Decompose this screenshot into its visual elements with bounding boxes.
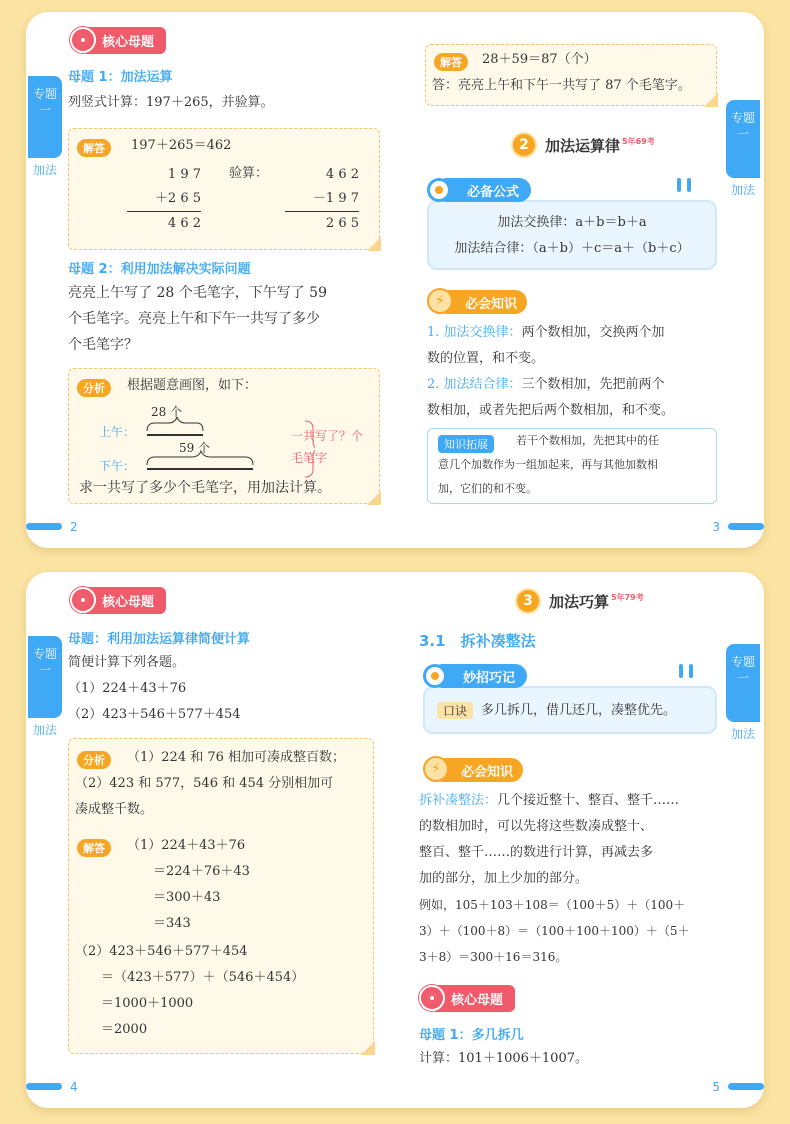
total-label	[291, 425, 363, 469]
solution-line: ＝（423＋577）＋（546＋454）	[101, 970, 305, 985]
solution-line: ＝2000	[101, 1022, 148, 1037]
vertical-result: 4 6 2	[127, 211, 201, 236]
problem-1-text: 列竖式计算：197＋265，并验算。	[68, 95, 274, 110]
answer-sentence: 答：亮亮上午和下午一共写了 87 个毛笔字。	[432, 78, 691, 93]
vertical-row: 1 9 7	[167, 167, 201, 182]
analysis-conclusion: 求一共写了多少个毛笔字，用加法计算。	[79, 480, 331, 496]
solution-line: ＝224＋76＋43	[153, 864, 250, 879]
section-heading	[515, 588, 644, 614]
problem-text: 简便计算下列各题。	[68, 655, 186, 670]
clip-decoration	[687, 178, 691, 192]
tip-header: 妙招巧记	[431, 664, 527, 688]
page-5	[395, 572, 764, 1108]
knowledge-1-cont: 数的位置，和不变。	[427, 351, 545, 366]
target-icon	[70, 587, 96, 613]
knowledge-line: 整百、整千……的数进行计算，再减去多	[419, 845, 654, 860]
magnifier-icon	[423, 664, 447, 688]
answer-equation: 28＋59＝87（个）	[482, 52, 597, 67]
section-number: 2	[511, 132, 537, 158]
topic-side-subtitle: 加法	[730, 183, 755, 197]
book-spread-2	[26, 572, 764, 1108]
topic-side-subtitle: 加法	[730, 727, 755, 741]
problem-line: 个毛笔字？	[68, 337, 138, 353]
knowledge-header: 必会知识	[431, 758, 523, 782]
target-icon	[70, 27, 96, 53]
total-label-line: 一共写了？个	[291, 429, 364, 443]
page-number-bar	[728, 1083, 764, 1090]
solution-line: （2）423＋546＋577＋454	[75, 944, 248, 959]
analysis-line: （2）423 和 577，546 和 454 分别相加可	[75, 776, 334, 791]
clip-decoration	[689, 664, 693, 678]
knowledge-1-head: 1. 加法交换律：	[427, 325, 522, 340]
analysis-text: 根据题意画图，如下：	[127, 378, 258, 393]
extension-line: 加，它们的和不变。	[438, 482, 537, 495]
core-problem-tag	[70, 26, 166, 54]
solution-line: ＝343	[153, 916, 191, 931]
vertical-subtraction	[285, 163, 359, 236]
page-3	[395, 12, 764, 548]
knowledge-1-body: 两个数相加，交换两个加	[521, 325, 665, 340]
page-number: 3	[712, 520, 720, 534]
analysis-line: （1）224 和 76 相加可凑成整百数；	[127, 750, 346, 765]
vertical-row: 4 6 2	[325, 167, 359, 182]
problem-1-title: 母题 1：多几拆几	[419, 1028, 524, 1043]
magnifier-icon	[427, 178, 451, 202]
vertical-addition	[127, 163, 201, 236]
mnemonic-tag: 口诀	[437, 702, 473, 719]
section-heading	[511, 132, 655, 158]
problem-item-2: （2）423＋546＋577＋454	[68, 707, 241, 722]
knowledge-2-head: 2. 加法结合律：	[427, 377, 522, 392]
tip-box	[423, 686, 717, 734]
page-4	[26, 572, 395, 1108]
example-line: 3）＋（100＋8）＝（100＋100＋100）＋（5＋	[419, 924, 690, 938]
am-label: 上午：	[99, 425, 136, 439]
vertical-row: －1 9 7	[312, 191, 359, 206]
vertical-row: ＋2 6 5	[154, 191, 201, 206]
formula-commutative: 加法交换律：a＋b＝b＋a	[497, 215, 647, 230]
knowledge-line: 加的部分，加上少加的部分。	[419, 871, 589, 886]
core-problem-label: 核心母题	[86, 27, 166, 54]
formula-associative: 加法结合律：（a＋b）＋c＝a＋（b＋c）	[454, 241, 690, 256]
problem-line: 亮亮上午写了 28 个毛笔字，下午写了 59	[68, 285, 327, 301]
clip-decoration	[679, 664, 683, 678]
mnemonic-text: 多几拆几，借几还几，凑整优先。	[481, 703, 677, 718]
topic-side-subtitle: 加法	[32, 723, 57, 737]
knowledge-line: 的数相加时，可以先将这些数凑成整十、	[419, 819, 654, 834]
extension-line: 意几个加数作为一组加起来，再与其他加数相	[438, 458, 658, 471]
solution-box	[68, 738, 374, 1054]
problem-title: 母题：利用加法运算律简便计算	[68, 632, 251, 647]
knowledge-2-body: 三个数相加，先把前两个	[521, 377, 665, 392]
example-line: 3＋8）＝300＋16＝316。	[419, 950, 568, 964]
formula-box	[427, 200, 717, 270]
page-number: 2	[70, 520, 78, 534]
problem-line: 个毛笔字。亮亮上午和下午一共写了多少	[68, 311, 320, 327]
page-number: 5	[712, 1080, 720, 1094]
lightning-icon: ⚡	[427, 288, 453, 314]
topic-side-tab: 专题一	[28, 76, 62, 158]
solution-line: ＝1000＋1000	[101, 996, 194, 1011]
core-problem-tag	[70, 586, 166, 614]
formula-header: 必备公式	[435, 178, 531, 202]
answer-pill: 解答	[77, 839, 111, 857]
extension-box	[427, 428, 717, 504]
knowledge-body: 几个接近整十、整百、整千……	[497, 793, 680, 808]
answer-box-1	[68, 128, 380, 250]
core-problem-label: 核心母题	[435, 985, 515, 1012]
knowledge-1	[427, 320, 717, 346]
book-spread-1	[26, 12, 764, 548]
exam-frequency-tag: 5年69考	[622, 136, 655, 146]
answer-pill: 解答	[434, 53, 468, 71]
example-line: 例如，105＋103＋108＝（100＋5）＋（100＋	[419, 898, 686, 912]
answer-equation: 197＋265＝462	[131, 138, 232, 153]
section-title: 加法巧算	[549, 592, 610, 611]
page-number-bar	[26, 1083, 62, 1090]
topic-side-tab: 专题一	[726, 100, 760, 178]
page-number: 4	[70, 1080, 78, 1094]
topic-side-tab: 专题一	[28, 636, 62, 718]
extension-line: 若干个数相加，先把其中的任	[516, 434, 659, 447]
problem-2-title: 母题 2：利用加法解决实际问题	[68, 262, 251, 277]
answer-box-2	[425, 44, 717, 106]
am-count: 28 个	[151, 405, 183, 419]
solution-line: ＝300＋43	[153, 890, 221, 905]
clip-decoration	[677, 178, 681, 192]
knowledge-2	[427, 372, 717, 398]
problem-1-text: 计算：101＋1006＋1007。	[419, 1051, 588, 1066]
topic-side-tab: 专题一	[726, 644, 760, 722]
analysis-pill: 分析	[77, 379, 111, 397]
target-icon	[419, 985, 445, 1011]
core-problem-label: 核心母题	[86, 587, 166, 614]
exam-frequency-tag: 5年79考	[611, 592, 644, 602]
solution-line: （1）224＋43＋76	[127, 838, 246, 853]
page-2	[26, 12, 395, 548]
pm-label: 下午：	[99, 459, 136, 473]
knowledge-2-cont: 数相加，或者先把后两个数相加，和不变。	[427, 403, 675, 418]
knowledge-header: 必会知识	[435, 290, 527, 314]
knowledge-head: 拆补凑整法：	[419, 793, 498, 808]
analysis-line: 凑成整千数。	[75, 802, 154, 817]
problem-item-1: （1）224＋43＋76	[68, 681, 187, 696]
problem-2-text	[68, 280, 327, 358]
pm-count: 59 个	[179, 441, 211, 455]
subsection-title: 3.1 拆补凑整法	[419, 632, 536, 650]
section-title: 加法运算律	[545, 136, 621, 155]
answer-pill: 解答	[77, 139, 111, 157]
vertical-result: 2 6 5	[285, 211, 359, 236]
extension-tag: 知识拓展	[438, 435, 494, 453]
line-segment-diagram	[145, 417, 315, 479]
problem-1-title: 母题 1：加法运算	[68, 70, 173, 85]
page-number-bar	[26, 523, 62, 530]
knowledge-line	[419, 788, 719, 814]
analysis-pill: 分析	[77, 751, 111, 769]
lightning-icon: ⚡	[423, 756, 449, 782]
section-number: 3	[515, 588, 541, 614]
total-label-line: 毛笔字	[291, 451, 328, 465]
analysis-box-1	[68, 368, 380, 504]
topic-side-subtitle: 加法	[32, 163, 57, 177]
check-label: 验算：	[229, 166, 269, 181]
core-problem-tag	[419, 984, 515, 1012]
page-number-bar	[728, 523, 764, 530]
